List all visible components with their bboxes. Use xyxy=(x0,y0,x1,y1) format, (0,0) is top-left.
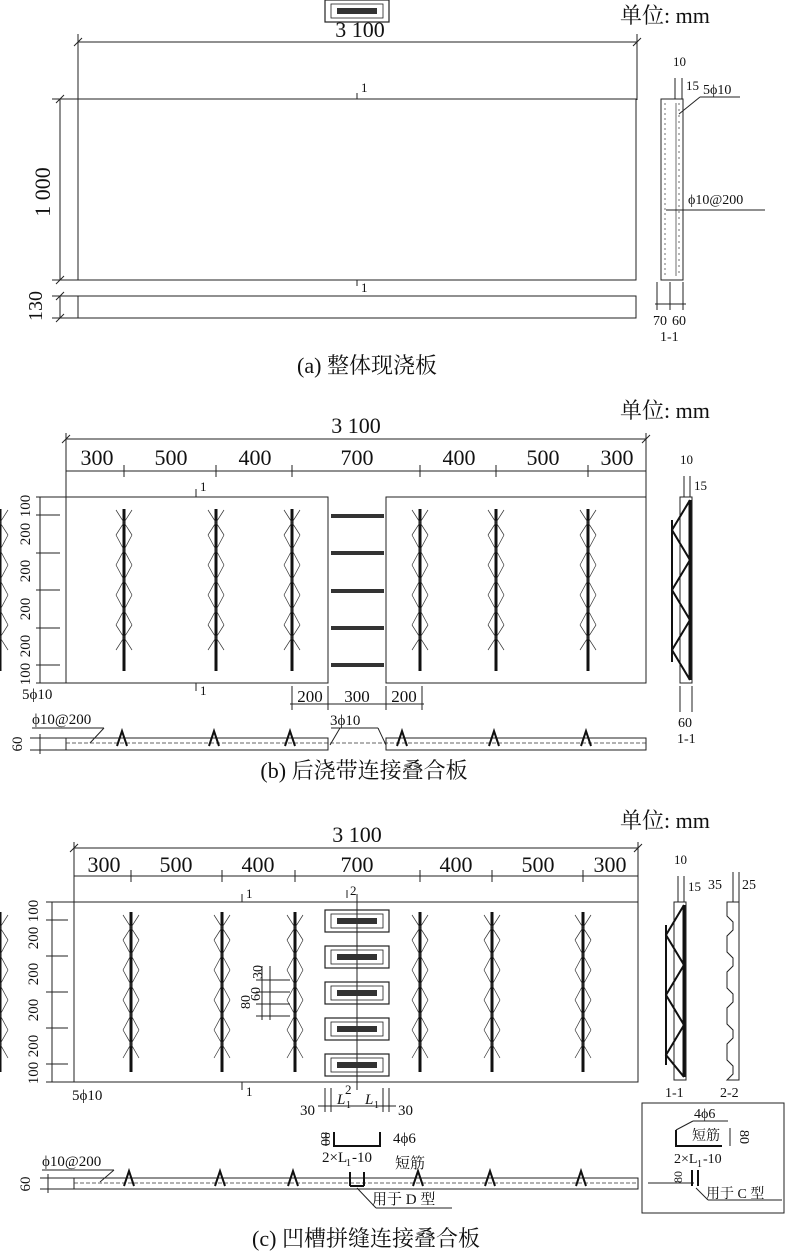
span-b-5: 500 xyxy=(526,445,560,470)
section-a-dim-top: 10 xyxy=(673,54,686,69)
cut-mark-top-a: 1 xyxy=(361,80,368,95)
span-b-0: 300 xyxy=(80,445,114,470)
section-1-1-b xyxy=(672,452,707,747)
section-b-name: 1-1 xyxy=(677,732,696,747)
row-c-0: 100 xyxy=(26,899,42,923)
joint-L1-right: L xyxy=(365,1092,374,1108)
joint-L1-left-sub: 1 xyxy=(346,1100,351,1111)
short-bar-h-d: 80 xyxy=(317,1132,332,1146)
cut-mark-top-b: 1 xyxy=(200,479,207,494)
thickness-label-a: 130 xyxy=(25,291,47,321)
span-b-1: 500 xyxy=(154,445,188,470)
joint-30-right: 30 xyxy=(398,1103,413,1119)
section-a-rebar-dist: ϕ10@200 xyxy=(688,193,744,208)
c-type-label: 用于 C 型 xyxy=(706,1187,765,1202)
short-bar-len-sub-c: 1 xyxy=(697,1159,702,1170)
row-c-5: 100 xyxy=(26,1061,42,1085)
row-c-4: 200 xyxy=(26,1034,42,1058)
unit-label-c: 单位: mm xyxy=(620,808,710,833)
cut-mark-2-bottom-c: 2 xyxy=(345,1082,352,1097)
short-bar-label-c: 短筋 xyxy=(692,1129,720,1144)
cut-mark-bottom-a: 1 xyxy=(361,280,368,295)
span-b-4: 400 xyxy=(442,445,476,470)
c-type-detail-box xyxy=(642,1103,784,1213)
row-b-4: 200 xyxy=(18,634,34,658)
span-c-5: 500 xyxy=(521,852,555,877)
joint-dim-b-0: 200 xyxy=(297,687,323,706)
caption-a: (a) 整体现浇板 xyxy=(297,353,437,378)
section-1-1-a xyxy=(653,54,765,345)
row-b-0: 100 xyxy=(18,494,34,518)
row-c-1: 200 xyxy=(26,926,42,950)
joint-L1-right-sub: 1 xyxy=(374,1100,379,1111)
cut-mark-2-top-c: 2 xyxy=(350,883,357,898)
row-b-5: 100 xyxy=(18,662,34,686)
rebar-dist-b: ϕ10@200 xyxy=(32,712,92,728)
section-1-1-c xyxy=(665,852,701,1101)
caption-c: (c) 凹槽拼缝连接叠合板 xyxy=(252,1226,480,1251)
short-bar-len-d: 2×L xyxy=(322,1150,348,1166)
panel-b xyxy=(0,398,710,783)
groove-dims-c xyxy=(239,965,290,1020)
cut-mark-1-top-c: 1 xyxy=(246,886,253,901)
short-bar-h-c: 80 xyxy=(736,1130,751,1144)
groove-dim-80: 80 xyxy=(239,995,254,1009)
short-bar-label-d: 短筋 xyxy=(395,1156,426,1172)
slab-elevation-c xyxy=(74,1178,638,1189)
width-label-a: 1 000 xyxy=(30,167,55,217)
section-c1-name: 1-1 xyxy=(665,1086,684,1101)
cut-mark-1-bottom-c: 1 xyxy=(246,1084,253,1099)
cut-mark-bottom-b: 1 xyxy=(200,683,207,698)
length-label-c: 3 100 xyxy=(332,822,382,847)
section-c1-dim-top: 10 xyxy=(674,852,687,867)
short-bar-detail-c xyxy=(317,1131,425,1172)
groove-dim-30: 30 xyxy=(251,965,266,979)
span-b-3: 700 xyxy=(340,445,374,470)
short-bar-len-tail-d: -10 xyxy=(352,1150,372,1166)
short-bar-len-c: 2×L xyxy=(674,1152,698,1167)
groove-dim-60: 60 xyxy=(249,987,264,1001)
joint-dims-c xyxy=(300,1088,413,1119)
span-b-2: 400 xyxy=(238,445,272,470)
lattice-girders-b xyxy=(0,509,596,671)
row-c-2: 200 xyxy=(26,962,42,986)
thickness-label-b: 60 xyxy=(10,736,26,752)
joint-dim-b-2: 200 xyxy=(391,687,417,706)
rebar-main-c: 5ϕ10 xyxy=(72,1088,103,1104)
unit-label-b: 单位: mm xyxy=(620,398,710,423)
section-c2-name: 2-2 xyxy=(720,1086,739,1101)
span-c-6: 300 xyxy=(593,852,627,877)
section-a-dim-cover: 15 xyxy=(686,78,699,93)
joint-30-left: 30 xyxy=(300,1103,315,1119)
span-c-0: 300 xyxy=(87,852,121,877)
row-b-1: 200 xyxy=(18,522,34,546)
span-c-1: 500 xyxy=(159,852,193,877)
span-c-4: 400 xyxy=(439,852,473,877)
section-c2-dim-b: 25 xyxy=(742,878,756,893)
joint-L1-left: L xyxy=(337,1092,346,1108)
lattice-girders-c xyxy=(0,912,591,1072)
rebar-dist-c: ϕ10@200 xyxy=(42,1154,102,1170)
section-b-dim-cover: 15 xyxy=(694,478,707,493)
row-b-3: 200 xyxy=(18,597,34,621)
d-type-label: 用于 D 型 xyxy=(372,1192,436,1208)
rebar-main-b: 5ϕ10 xyxy=(22,687,53,703)
row-ticks-c xyxy=(46,902,74,1082)
section-2-2-c xyxy=(708,872,756,1101)
short-bar-len-sub-d: 1 xyxy=(346,1158,351,1169)
section-c2-dim-a: 35 xyxy=(708,878,722,893)
thickness-label-c: 60 xyxy=(18,1176,34,1192)
joint-rebars-b xyxy=(331,514,384,667)
elevation-right-b xyxy=(386,738,646,750)
elevation-left-b xyxy=(66,738,328,750)
caption-b: (b) 后浇带连接叠合板 xyxy=(260,758,468,783)
row-c-3: 200 xyxy=(26,998,42,1022)
section-a-rebar-main: 5ϕ10 xyxy=(703,83,732,98)
panel-a xyxy=(25,3,765,378)
short-bar-h-c2: 80 xyxy=(671,1171,685,1183)
length-label-b: 3 100 xyxy=(331,413,381,438)
short-bar-d: 4ϕ6 xyxy=(393,1131,416,1147)
slab-plan-a xyxy=(78,99,636,280)
joint-rebar-b: 3ϕ10 xyxy=(330,713,361,729)
slab-elevation-a xyxy=(78,296,636,318)
span-b-6: 300 xyxy=(600,445,634,470)
span-c-3: 700 xyxy=(340,852,374,877)
span-c-2: 400 xyxy=(241,852,275,877)
section-b-dim-b: 60 xyxy=(678,716,692,731)
joint-dim-b-1: 300 xyxy=(344,687,370,706)
section-b-dim-top: 10 xyxy=(680,452,693,467)
section-a-dim-a: 70 xyxy=(653,314,667,329)
short-bar-len-tail-c: -10 xyxy=(703,1152,722,1167)
precast-slab-left-b xyxy=(66,497,328,683)
length-label-a: 3 100 xyxy=(335,17,385,42)
section-a-name: 1-1 xyxy=(660,330,679,345)
unit-label-a: 单位: mm xyxy=(620,3,710,28)
section-c1-dim-cover: 15 xyxy=(688,879,701,894)
short-bar-c: 4ϕ6 xyxy=(694,1107,716,1122)
row-b-2: 200 xyxy=(18,559,34,583)
section-a-dim-b: 60 xyxy=(672,314,686,329)
